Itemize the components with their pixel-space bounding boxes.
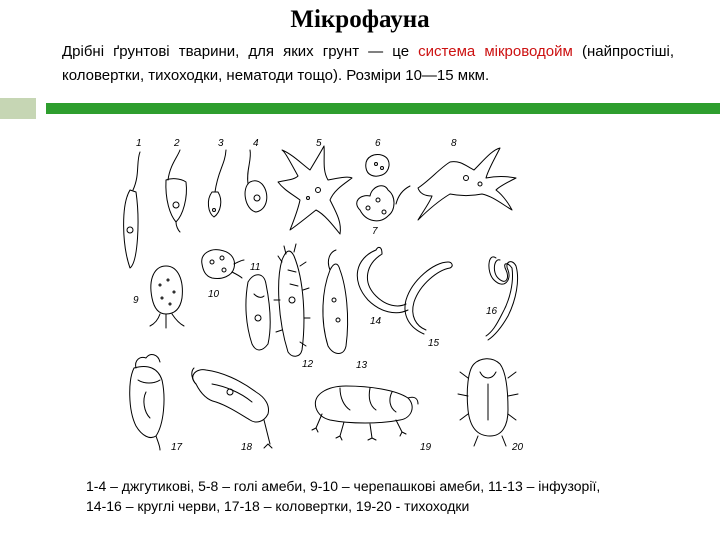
organism-2-flagellate: [166, 150, 187, 232]
figure-number-7: 7: [372, 226, 378, 237]
organism-16-roundworm: [486, 257, 518, 340]
figure-number-17: 17: [171, 442, 183, 453]
figure-number-13: 13: [356, 360, 368, 371]
microfauna-figure: [110, 128, 550, 460]
decor-bar-green: [46, 103, 720, 114]
figure-number-15: 15: [428, 338, 440, 349]
organism-13-ciliate: [323, 250, 348, 354]
figure-number-20: 20: [512, 442, 524, 453]
figure-number-9: 9: [133, 295, 139, 306]
figure-number-5: 5: [316, 138, 322, 149]
figure-number-4: 4: [253, 138, 259, 149]
figure-number-16: 16: [486, 306, 498, 317]
organism-15-roundworm: [405, 262, 452, 334]
organism-7-amoeba: [357, 186, 394, 221]
organism-3-flagellate: [208, 150, 226, 217]
decor-bar-light: [0, 98, 36, 119]
figure-caption: [86, 476, 706, 516]
organism-20-tardigrade: [458, 359, 518, 446]
figure-number-14: 14: [370, 316, 382, 327]
organism-1-flagellate: [124, 152, 140, 268]
figure-number-2: 2: [174, 138, 180, 149]
figure-number-19: 19: [420, 442, 432, 453]
figure-number-10: 10: [208, 289, 220, 300]
intro-text-end: (найпростіші, коловертки, тихоходки, нематоди тощо). Розміри 10—15 мкм.: [62, 43, 675, 84]
caption-line-2: 14-16 – круглі черви, 17-18 – коловертки, 19-20 - тихоходки: [86, 498, 470, 514]
organism-12-ciliate: [274, 244, 310, 356]
figure-number-12: 12: [302, 359, 314, 370]
organism-17-rotifer: [130, 355, 164, 450]
figure-number-6: 6: [375, 138, 381, 149]
organism-19-tardigrade: [312, 386, 418, 440]
figure-number-8: 8: [451, 138, 457, 149]
microfauna-drawings: [110, 128, 550, 460]
figure-number-1: 1: [136, 138, 142, 149]
organism-14-roundworm: [357, 247, 408, 312]
figure-number-11: 11: [250, 262, 261, 273]
caption-line-1: 1-4 – джгутикові, 5-8 – голі амеби, 9-10 – черепашкові амеби, 11-13 – інфузорії,: [86, 478, 601, 494]
slide-title: Мікрофауна: [290, 6, 430, 33]
figure-number-18: 18: [241, 442, 253, 453]
organism-11-ciliate: [246, 275, 270, 350]
organism-9-testate-amoeba: [150, 266, 184, 328]
organism-5-amoeba: [278, 146, 352, 234]
organism-18-rotifer: [192, 368, 272, 448]
organism-8-amoeba: [396, 148, 516, 220]
intro-paragraph: [62, 40, 674, 88]
organism-10-testate-amoeba: [202, 250, 244, 279]
organism-6-amoeba: [366, 155, 389, 177]
intro-text-start: Дрібні ґрунтові тварини, для яких грунт — це: [62, 43, 419, 60]
figure-number-3: 3: [218, 138, 224, 149]
intro-accent-term: система мікроводойм: [418, 43, 573, 60]
organism-4-flagellate: [245, 150, 267, 212]
